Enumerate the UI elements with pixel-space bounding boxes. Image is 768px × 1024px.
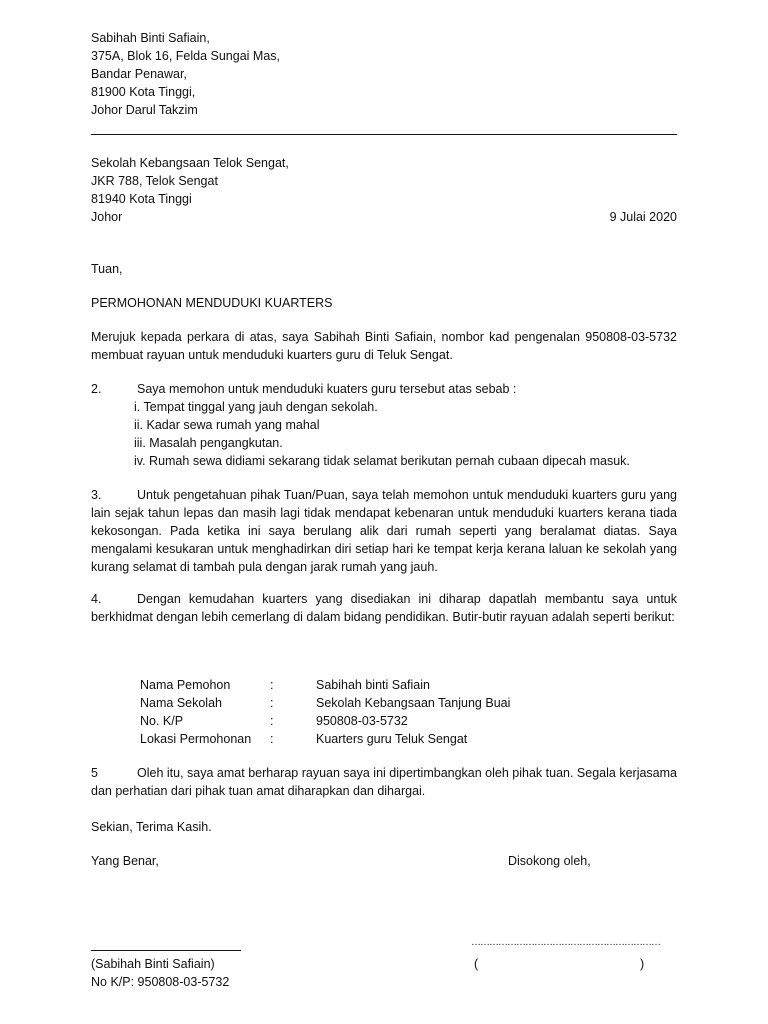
detail-value: Kuarters guru Teluk Sengat — [316, 732, 468, 746]
detail-value: Sekolah Kebangsaan Tanjung Buai — [316, 696, 511, 710]
list-item: ii. Kadar sewa rumah yang mahal — [134, 418, 320, 432]
detail-value: Sabihah binti Safiain — [316, 678, 430, 692]
sender-line: Bandar Penawar, — [91, 67, 187, 81]
supporter-open-paren: ( — [474, 957, 479, 971]
header-divider — [91, 134, 677, 135]
signer-ic: No K/P: 950808-03-5732 — [91, 975, 230, 989]
reason-list — [134, 398, 630, 470]
salutation: Tuan, — [91, 262, 123, 276]
detail-colon: : — [270, 696, 274, 710]
signature-line — [91, 950, 241, 951]
recipient-line: Johor — [91, 210, 123, 224]
paragraph-4 — [91, 590, 677, 626]
detail-label: Lokasi Permohonan — [140, 732, 252, 746]
detail-colon: : — [270, 714, 274, 728]
detail-label: Nama Pemohon — [140, 678, 231, 692]
sender-line: Johor Darul Takzim — [91, 103, 198, 117]
sender-line: 81900 Kota Tinggi, — [91, 85, 196, 99]
paragraph-1: Merujuk kepada perkara di atas, saya Sabihah Binti Safiain, nombor kad pengenalan 950808-03-5732 membuat rayuan untuk menduduki kuarters guru di Teluk Sengat. — [91, 330, 677, 362]
sender-address — [91, 29, 280, 119]
paragraph-text: Untuk pengetahuan pihak Tuan/Puan, saya telah memohon untuk menduduki kuarters guru yang lain sejak tahun lepas dan masih lagi tidak mendapat kebenaran untuk menduduki kuarters kerana tiada kekosongan. Pada ketika ini saya berulang alik dari rumah seperti yang beralamat diatas. Saya mengalami kesukaran untuk menghadirkan diri setiap hari ke tempat kerja kerana laluan ke sekolah yang kurang selamat di tambah pula dengan jarak rumah yang jauh. — [91, 488, 677, 574]
paragraph-text: Dengan kemudahan kuarters yang disediakan ini diharap dapatlah membantu saya untuk berkhidmat dengan lebih cemerlang di dalam bidang pendidikan. Butir-butir rayuan adalah seperti berikut: — [91, 592, 677, 624]
list-item: iii. Masalah pengangkutan. — [134, 436, 283, 450]
recipient-line: JKR 788, Telok Sengat — [91, 174, 218, 188]
sender-line: 375A, Blok 16, Felda Sungai Mas, — [91, 49, 281, 63]
detail-label: Nama Sekolah — [140, 696, 222, 710]
detail-value: 950808-03-5732 — [316, 714, 408, 728]
subject-line: PERMOHONAN MENDUDUKI KUARTERS — [91, 296, 333, 310]
letter-date: 9 Julai 2020 — [609, 210, 677, 224]
recipient-address — [91, 154, 289, 226]
detail-colon: : — [270, 678, 274, 692]
supporter-close-paren: ) — [640, 957, 645, 971]
paragraph-number: 4. — [91, 592, 102, 606]
recipient-line: 81940 Kota Tinggi — [91, 192, 192, 206]
paragraph-text: Oleh itu, saya amat berharap rayuan saya ini dipertimbangkan oleh pihak tuan. Segala kerjasama dan perhatian dari pihak tuan amat diharapkan dan dihargai. — [91, 766, 677, 798]
paragraph-number: 5 — [91, 766, 98, 780]
sign-right-heading: Disokong oleh, — [508, 854, 591, 868]
detail-label: No. K/P — [140, 714, 184, 728]
closing-line: Sekian, Terima Kasih. — [91, 820, 212, 834]
sign-left-heading: Yang Benar, — [91, 854, 159, 868]
detail-colon: : — [270, 732, 274, 746]
paragraph-2 — [91, 380, 516, 398]
paragraph-number: 3. — [91, 488, 102, 502]
signature-dotted-line: ……………………………………………………… — [471, 937, 660, 948]
paragraph-number: 2. — [91, 382, 102, 396]
paragraph-text: Saya memohon untuk menduduki kuaters guru tersebut atas sebab : — [137, 382, 517, 396]
paragraph-5 — [91, 764, 677, 800]
sender-line: Sabihah Binti Safiain, — [91, 31, 210, 45]
list-item: iv. Rumah sewa didiami sekarang tidak selamat berikutan pernah cubaan dipecah masuk. — [134, 454, 630, 468]
list-item: i. Tempat tinggal yang jauh dengan sekolah. — [134, 400, 378, 414]
recipient-line: Sekolah Kebangsaan Telok Sengat, — [91, 156, 289, 170]
signer-name: (Sabihah Binti Safiain) — [91, 957, 215, 971]
paragraph-3 — [91, 486, 677, 576]
